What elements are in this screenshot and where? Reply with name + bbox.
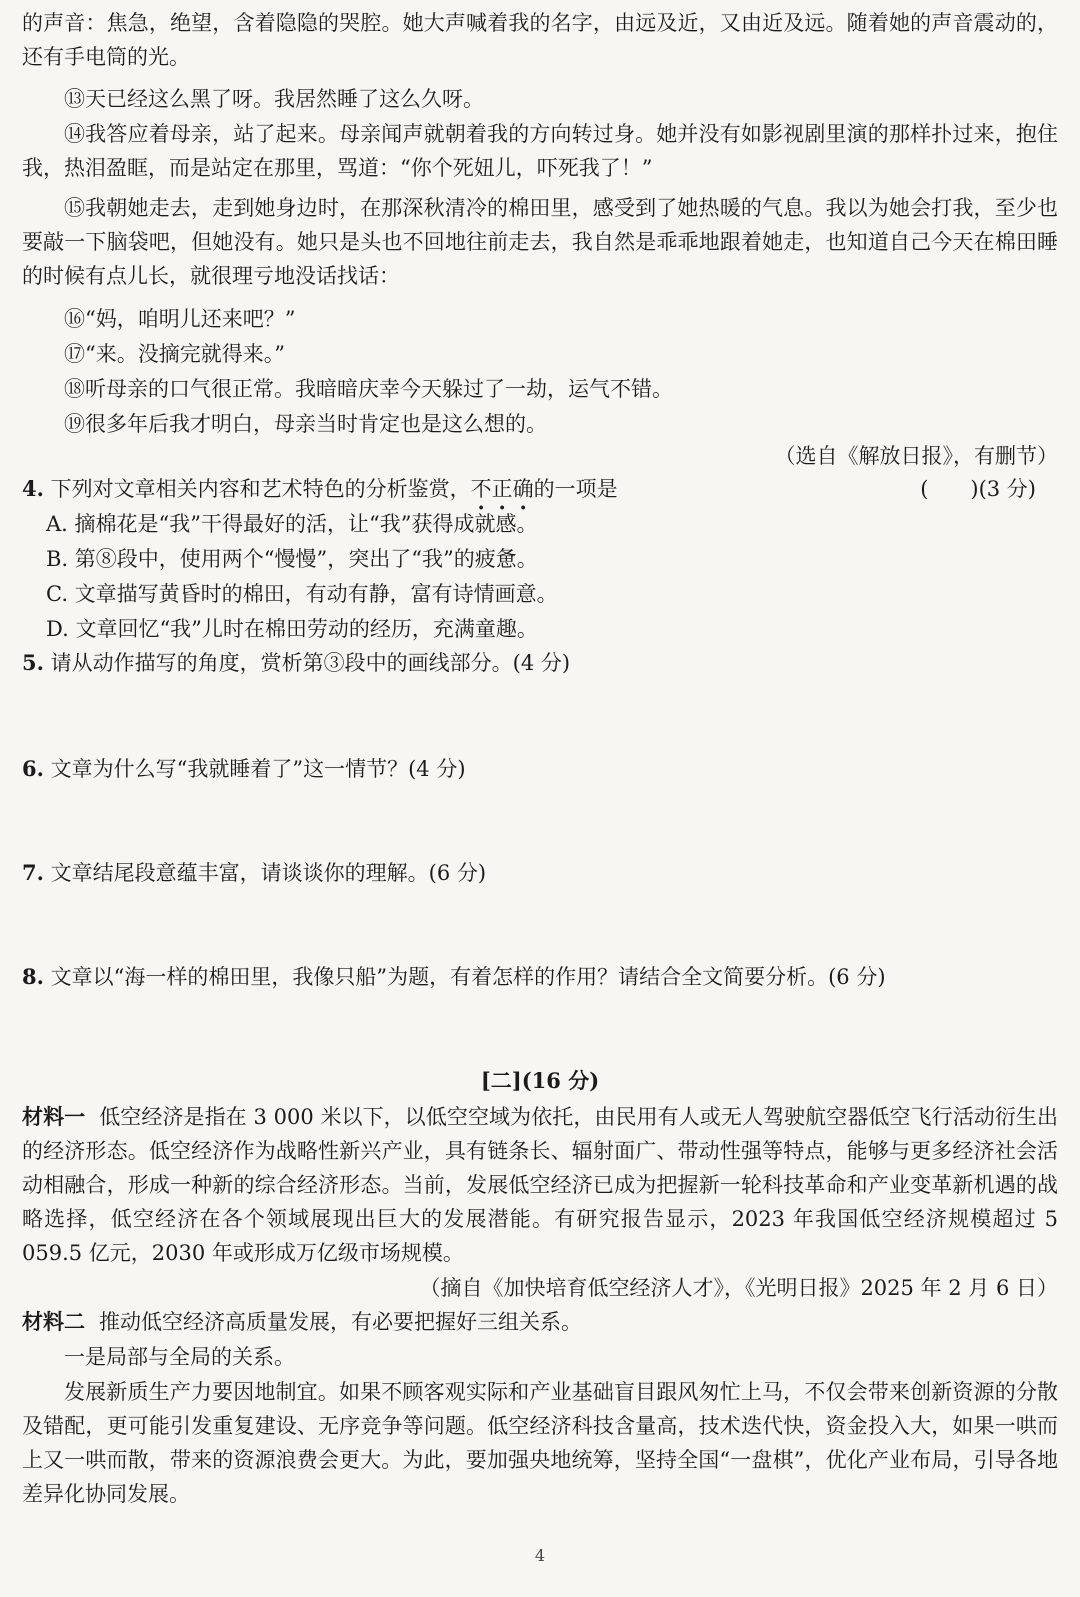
question-4-stem-b: 的一项是 — [533, 477, 618, 501]
passage-paragraph-14: ⑭我答应着母亲，站了起来。母亲闻声就朝着我的方向转过身。她并没有如影视剧里演的那样扑过来，抱住我，热泪盈眶，而是站定在那里，骂道：“你个死妞儿，吓死我了！” — [22, 122, 1058, 180]
material-2-text: 推动低空经济高质量发展，有必要把握好三组关系。 — [99, 1310, 582, 1334]
material-2-paragraph-1: 一是局部与全局的关系。 — [64, 1345, 295, 1369]
emphasis-char: 正 — [491, 477, 513, 501]
question-7-number: 7. — [22, 860, 44, 885]
option-d: D. 文章回忆“我”儿时在棉田劳动的经历，充满童趣。 — [46, 617, 538, 641]
question-5-text: 请从动作描写的角度，赏析第③段中的画线部分。(4 分) — [50, 651, 571, 675]
passage-source: （选自《解放日报》，有删节） — [774, 444, 1058, 468]
question-8 — [22, 960, 1058, 994]
material-1 — [22, 1100, 1058, 1270]
question-5-number: 5. — [22, 650, 44, 675]
question-8-number: 8. — [22, 964, 44, 989]
material-2 — [22, 1305, 1058, 1339]
material-1-text: 低空经济是指在 3 000 米以下，以低空空域为依托，由民用有人或无人驾驶航空器低空飞行活动衍生出的经济形态。低空经济作为战略性新兴产业，具有链条长、辐射面广、带动性强等特点，能够与更多经济社会活动相融合，形成一种新的综合经济形态。当前，发展低空经济已成为把握新一轮科技革命和产业变革新机遇的战略选择，低空经济在各个领域展现出巨大的发展潜能。有研究报告显示，2023 年我国低空经济规模超过 5 059.5 亿元，2030 年或形成万亿级市场规模。 — [22, 1105, 1059, 1265]
passage-paragraph-17: ⑰“来。没摘完就得来。” — [64, 342, 285, 366]
option-a: A. 摘棉花是“我”干得最好的活，让“我”获得成就感。 — [46, 512, 538, 536]
material-1-label: 材料一 — [22, 1105, 86, 1129]
question-4-answer-bracket: ( )(3 分) — [920, 477, 1036, 501]
page-number: 4 — [534, 1546, 546, 1565]
passage-paragraph-continued: 的声音：焦急，绝望，含着隐隐的哭腔。她大声喊着我的名字，由远及近，又由近及远。随着她的声音震动的，还有手电筒的光。 — [22, 11, 1058, 69]
question-6-number: 6. — [22, 756, 44, 781]
option-c: C. 文章描写黄昏时的棉田，有动有静，富有诗情画意。 — [46, 582, 558, 606]
material-1-source: （摘自《加快培育低空经济人才》，《光明日报》2025 年 2 月 6 日） — [419, 1276, 1058, 1300]
material-2-label: 材料二 — [22, 1310, 85, 1334]
option-b: B. 第⑧段中，使用两个“慢慢”，突出了“我”的疲惫。 — [46, 547, 538, 571]
passage-paragraph-16: ⑯“妈，咱明儿还来吧？” — [64, 307, 296, 331]
question-6-text: 文章为什么写“我就睡着了”这一情节？(4 分) — [50, 757, 466, 781]
passage-paragraph-18: ⑱听母亲的口气很正常。我暗暗庆幸今天躲过了一劫，运气不错。 — [64, 377, 673, 401]
section-2-title: [二](16 分) — [480, 1068, 600, 1093]
emphasis-char: 确 — [512, 477, 534, 501]
question-7 — [22, 856, 1058, 890]
passage-paragraph-13: ⑬天已经这么黑了呀。我居然睡了这么久呀。 — [64, 87, 484, 111]
material-2-paragraph-2: 发展新质生产力要因地制宜。如果不顾客观实际和产业基础盲目跟风匆忙上马，不仅会带来创新资源的分散及错配，更可能引发重复建设、无序竞争等问题。低空经济科技含量高，技术迭代快，资金投入大，如果一哄而上又一哄而散，带来的资源浪费会更大。为此，要加强央地统筹，坚持全国“一盘棋”，优化产业布局，引导各地差异化协同发展。 — [22, 1380, 1058, 1506]
question-6 — [22, 752, 1058, 786]
question-7-text: 文章结尾段意蕴丰富，请谈谈你的理解。(6 分) — [50, 861, 487, 885]
passage-paragraph-15: ⑮我朝她走去，走到她身边时，在那深秋清冷的棉田里，感受到了她热暖的气息。我以为她会打我，至少也要敲一下脑袋吧，但她没有。她只是头也不回地往前走去，我自然是乖乖地跟着她走，也知道自己今天在棉田睡的时候有点儿长，就很理亏地没话找话： — [22, 196, 1058, 288]
question-8-text: 文章以“海一样的棉田里，我像只船”为题，有着怎样的作用？请结合全文简要分析。(6 分) — [50, 965, 886, 989]
emphasis-char: 不 — [470, 477, 492, 501]
question-4-stem-a: 下列对文章相关内容和艺术特色的分析鉴赏， — [50, 477, 471, 501]
question-4-number: 4. — [22, 476, 44, 501]
question-4 — [22, 472, 1058, 506]
passage-paragraph-19: ⑲很多年后我才明白，母亲当时肯定也是这么想的。 — [64, 412, 547, 436]
question-5 — [22, 646, 1058, 680]
